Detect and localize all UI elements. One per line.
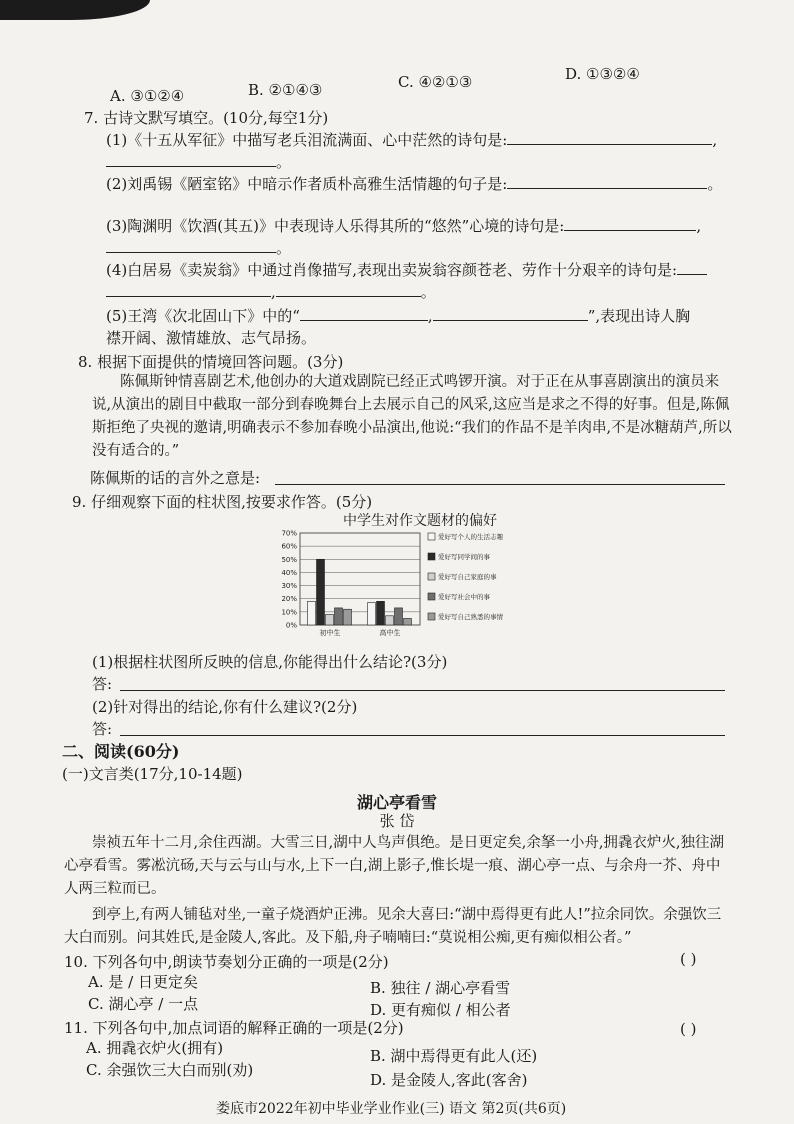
chart-svg — [270, 527, 540, 645]
q11-option-d: D. 是金陵人,客此(客舍) — [370, 1071, 528, 1089]
legend-swatch — [428, 553, 435, 560]
legend-label: 爱好写自己家庭的事 — [438, 573, 497, 581]
bar — [377, 601, 385, 625]
q8-answer-label: 陈佩斯的话的言外之意是: — [90, 469, 261, 487]
y-tick-label: 0% — [285, 621, 297, 630]
x-tick-label: 高中生 — [379, 629, 401, 637]
q6-option-c: C. ④②①③ — [398, 73, 473, 91]
essay-author: 张 岱 — [379, 812, 415, 830]
y-tick-label: 20% — [281, 595, 297, 604]
q7-item-3-cont: 。 — [106, 238, 291, 258]
bar — [386, 616, 394, 625]
q10-option-b: B. 独往 / 湖心亭看雪 — [370, 979, 511, 997]
q6-option-b: B. ②①④③ — [248, 81, 323, 99]
legend-swatch — [428, 573, 435, 580]
q9-stem: 9. 仔细观察下面的柱状图,按要求作答。(5分) — [72, 493, 373, 511]
q7-item-2: (2)刘禹锡《陋室铭》中暗示作者质朴高雅生活情趣的句子是: 。 — [106, 175, 723, 193]
x-tick-label: 初中生 — [319, 629, 341, 637]
legend-swatch — [428, 533, 435, 540]
q8-stem: 8. 根据下面提供的情境回答问题。(3分) — [78, 353, 344, 371]
legend-swatch — [428, 613, 435, 620]
y-tick-label: 60% — [281, 542, 297, 551]
essay-paragraph-2: 到亭上,有两人铺毡对坐,一童子烧酒炉正沸。见余大喜曰:“湖中焉得更有此人!”拉余同饮。余强饮三大白而别。问其姓氏,是金陵人,客此。及下船,舟子喃喃曰:“莫说相公痴,更有痴似相公者。” — [64, 907, 722, 946]
q7-item-4: (4)白居易《卖炭翁》中通过肖像描写,表现出卖炭翁容颜苍老、劳作十分艰辛的诗句是: — [106, 260, 707, 280]
q10-answer-paren[interactable]: ( ) — [680, 950, 697, 968]
y-tick-label: 70% — [281, 529, 297, 538]
q9-answer-1-label: 答: — [92, 675, 113, 693]
bar — [395, 608, 403, 625]
bar — [308, 601, 316, 625]
section-2-subheading: (一)文言类(17分,10-14题) — [62, 765, 243, 783]
q7-item-4-cont: , 。 — [106, 282, 436, 302]
bar-chart — [270, 510, 540, 645]
q6-option-a: A. ③①②④ — [110, 87, 185, 105]
y-tick-label: 50% — [281, 555, 297, 564]
q11-option-a: A. 拥毳衣炉火(拥有) — [86, 1039, 224, 1057]
q7-item-1-cont: 。 — [106, 152, 291, 172]
q7-item-3: (3)陶渊明《饮酒(其五)》中表现诗人乐得其所的“悠然”心境的诗句是: , — [106, 217, 702, 235]
q10-option-c: C. 湖心亭 / 一点 — [88, 995, 199, 1013]
q9-sub-2: (2)针对得出的结论,你有什么建议?(2分) — [92, 698, 358, 716]
chart-title: 中学生对作文题材的偏好 — [343, 513, 497, 529]
q11-option-b: B. 湖中焉得更有此人(还) — [370, 1047, 538, 1065]
bar — [335, 608, 343, 625]
legend-label: 爱好写同学间的事 — [438, 553, 490, 561]
essay-title: 湖心亭看雪 — [356, 793, 437, 812]
bar — [404, 618, 412, 625]
y-tick-label: 30% — [281, 582, 297, 591]
section-2-heading: 二、阅读(60分) — [62, 742, 180, 761]
q11-stem: 11. 下列各句中,加点词语的解释正确的一项是(2分) — [64, 1019, 404, 1037]
q8-passage: 陈佩斯钟情喜剧艺术,他创办的大道戏剧院已经正式鸣锣开演。对于正在从事喜剧演出的演员来说,从演出的剧目中截取一部分到春晚舞台上去展示自己的风采,这应当是求之不得的好事。但是,陈佩斯拒绝了央视的邀请,明确表示不参加春晚小品演出,他说:“我们的作品不是羊肉串,不是冰糖葫芦,所以没有适合的。” — [92, 374, 732, 459]
q7-item-5-cont: 襟开阔、激情雄放、志气昂扬。 — [106, 329, 317, 347]
bar — [344, 609, 352, 625]
q11-answer-paren[interactable]: ( ) — [680, 1020, 697, 1038]
q8-answer-line — [275, 484, 725, 485]
q10-option-d: D. 更有痴似 / 相公者 — [370, 1001, 511, 1019]
y-tick-label: 10% — [281, 608, 297, 617]
q7-stem: 7. 古诗文默写填空。(10分,每空1分) — [84, 109, 329, 127]
page-footer: 娄底市2022年初中毕业学业作业(三) 语文 第2页(共6页) — [216, 1101, 567, 1117]
q10-stem: 10. 下列各句中,朗读节奏划分正确的一项是(2分) — [64, 953, 389, 971]
q9-answer-1-line — [120, 690, 725, 691]
essay-paragraph-1: 崇祯五年十二月,余住西湖。大雪三日,湖中人鸟声俱绝。是日更定矣,余拏一小舟,拥毳衣炉火,独往湖心亭看雪。雾凇沆砀,天与云与山与水,上下一白,湖上影子,惟长堤一痕、湖心亭一点、与余舟一芥、舟中人两三粒而已。 — [64, 835, 725, 897]
y-tick-label: 40% — [281, 568, 297, 577]
legend-label: 爱好写个人的生活志趣 — [438, 533, 503, 541]
q9-answer-2-line — [120, 735, 725, 736]
legend-label: 爱好写社会中的事 — [438, 593, 490, 601]
q10-option-a: A. 是 / 日更定矣 — [88, 973, 198, 991]
legend-label: 爱好写自己熟悉的事情 — [438, 613, 503, 621]
legend-swatch — [428, 593, 435, 600]
q9-answer-2-label: 答: — [92, 720, 113, 738]
bar — [368, 603, 376, 625]
bar — [317, 559, 325, 625]
q6-option-d: D. ①③②④ — [565, 65, 640, 83]
q11-option-c: C. 余强饮三大白而别(劝) — [86, 1061, 254, 1079]
bar — [326, 614, 334, 625]
q7-item-5: (5)王湾《次北固山下》中的“ , ”,表现出诗人胸 — [106, 307, 691, 325]
q9-sub-1: (1)根据柱状图所反映的信息,你能得出什么结论?(3分) — [92, 653, 448, 671]
q7-item-1: (1)《十五从军征》中描写老兵泪流满面、心中茫然的诗句是: , — [106, 131, 718, 149]
